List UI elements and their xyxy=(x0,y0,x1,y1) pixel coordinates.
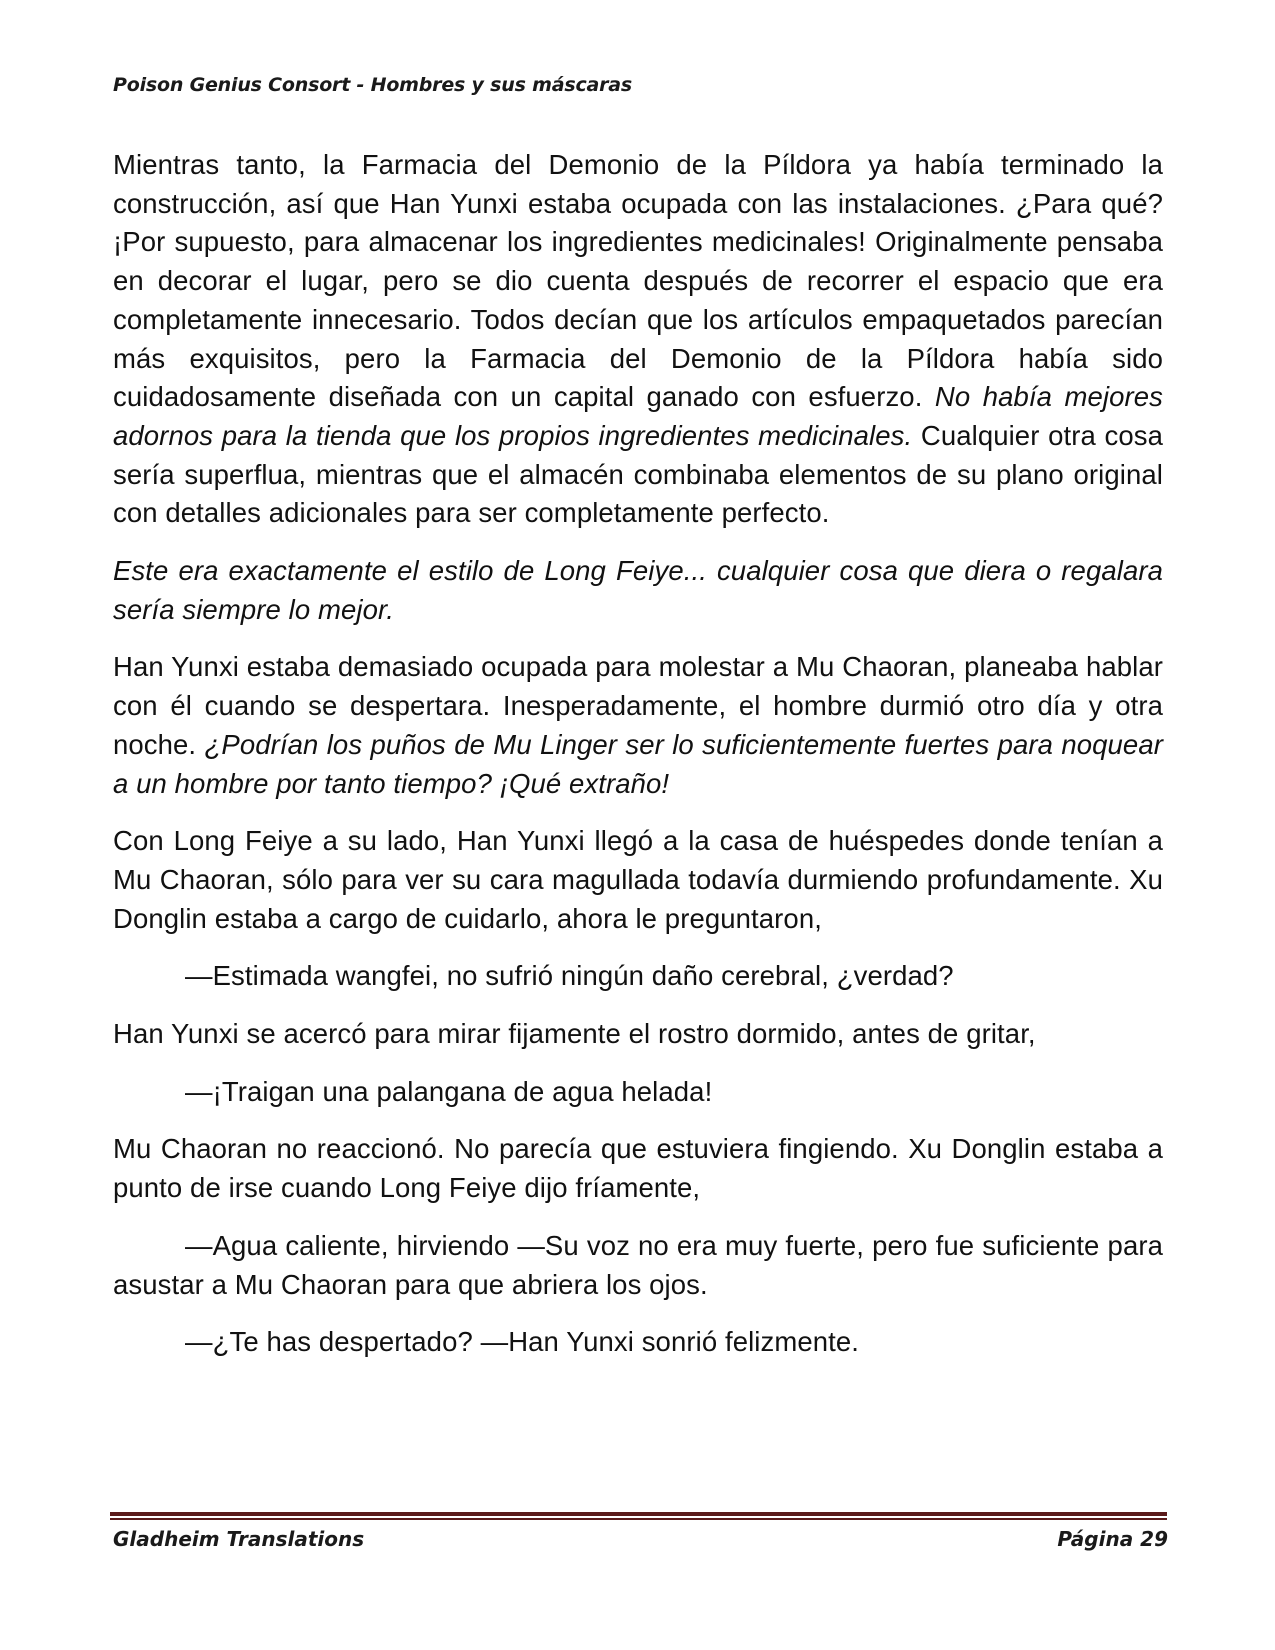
paragraph xyxy=(113,648,1163,803)
italic-paragraph: Este era exactamente el estilo de Long Feiye... cualquier cosa que diera o regalara sería siempre lo mejor. xyxy=(113,555,1163,625)
paragraph: Mu Chaoran no reaccionó. No parecía que estuviera fingiendo. Xu Donglin estaba a punto de irse cuando Long Feiye dijo fríamente, xyxy=(113,1133,1163,1204)
paragraph-text: Mientras tanto, la Farmacia del Demonio de la Píldora ya había terminado la construcción, así que Han Yunxi estaba ocupada con las instalaciones. ¿Para qué? ¡Por supuesto, para almacenar los ingredientes medicinales! Originalmente pensaba en decorar el lugar, pero se dio cuenta después de recorrer el espacio que era completamente innecesario. Todos decían que los artículos empaquetados parecían más exquisitos, pero la Farmacia del Demonio de la Píldora había sido cuidadosamente diseñada con un capital ganado con esfuerzo. xyxy=(113,149,1163,413)
footer-rule-thick xyxy=(110,1512,1167,1516)
paragraph xyxy=(113,146,1163,533)
footer-rule-thin xyxy=(110,1518,1167,1520)
running-header: Poison Genius Consort - Hombres y sus máscaras xyxy=(113,74,633,96)
paragraph-text: Han Yunxi estaba demasiado ocupada para molestar a Mu Chaoran, planeaba hablar con él cuando se despertara. Inesperadamente, el hombre durmió otro día y otra noche. xyxy=(113,651,1163,760)
page-body xyxy=(113,146,1163,1381)
page-number: Página 29 xyxy=(1057,1527,1168,1551)
footer-publisher: Gladheim Translations xyxy=(113,1527,365,1551)
dialogue-line: —¿Te has despertado? —Han Yunxi sonrió felizmente. xyxy=(185,1326,860,1358)
paragraph: Con Long Feiye a su lado, Han Yunxi llegó a la casa de huéspedes donde tenían a Mu Chaoran, sólo para ver su cara magullada todavía durmiendo profundamente. Xu Donglin estaba a cargo de cuidarlo, ahora le preguntaron, xyxy=(113,825,1163,934)
paragraph-text: Cualquier otra cosa sería superflua, mientras que el almacén combinaba elementos de su plano original con detalles adicionales para ser completamente perfecto. xyxy=(113,419,1163,529)
paragraph: Han Yunxi se acercó para mirar fijamente el rostro dormido, antes de gritar, xyxy=(113,1018,1036,1050)
dialogue-line: —Agua caliente, hirviendo —Su voz no era muy fuerte, pero fue suficiente para asustar a Mu Chaoran para que abriera los ojos. xyxy=(113,1229,1163,1300)
italic-thought: ¿Podrían los puños de Mu Linger ser lo suficientemente fuertes para noquear a un hombre por tanto tiempo? ¡Qué extraño! xyxy=(113,728,1163,799)
italic-thought: No había mejores adornos para la tienda que los propios ingredientes medicinales. xyxy=(113,381,1163,451)
dialogue-line: —Estimada wangfei, no sufrió ningún daño cerebral, ¿verdad? xyxy=(185,960,954,992)
dialogue-line: —¡Traigan una palangana de agua helada! xyxy=(185,1075,713,1107)
